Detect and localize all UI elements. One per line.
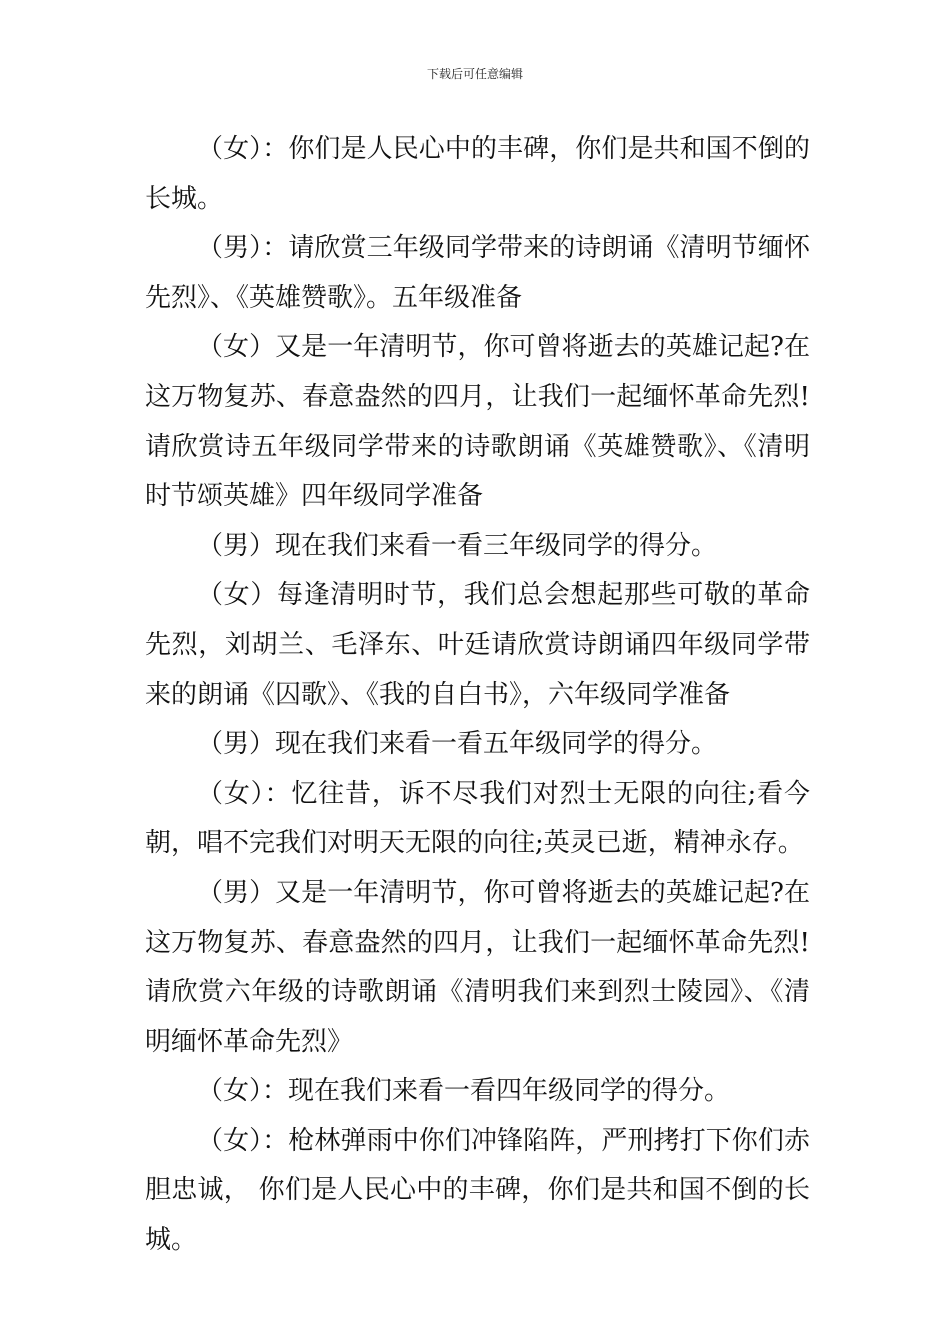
paragraph: （女）：你们是人民心中的丰碑，你们是共和国不倒的长城。 bbox=[145, 134, 810, 214]
paragraph: （女）：现在我们来看一看四年级同学的得分。 bbox=[197, 1076, 731, 1107]
paragraph: （女）：枪林弹雨中你们冲锋陷阵，严刑拷打下你们赤胆忠诚， 你们是人民心中的丰碑，你们是共和国不倒的长城。 bbox=[145, 1125, 810, 1256]
paragraph: （女）又是一年清明节，你可曾将逝去的英雄记起?在这万物复苏、春意盎然的四月，让我们一起缅怀革命先烈!请欣赏诗五年级同学带来的诗歌朗诵《英雄赞歌》、《清明时节颂英雄》四年级同学准备 bbox=[145, 332, 810, 512]
page-header-note: 下载后可任意编辑 bbox=[426, 67, 523, 81]
paragraph: （男）：请欣赏三年级同学带来的诗朗诵《清明节缅怀先烈》、《英雄赞歌》。五年级准备 bbox=[145, 233, 810, 313]
paragraph: （女）：忆往昔，诉不尽我们对烈士无限的向往;看今朝，唱不完我们对明天无限的向往;英灵已逝，精神永存。 bbox=[145, 778, 810, 859]
paragraph: （男）现在我们来看一看五年级同学的得分。 bbox=[197, 729, 718, 760]
document-body bbox=[145, 125, 810, 1266]
paragraph: （男）现在我们来看一看三年级同学的得分。 bbox=[197, 530, 718, 561]
paragraph: （女）每逢清明时节，我们总会想起那些可敬的革命先烈，刘胡兰、毛泽东、叶廷请欣赏诗朗诵四年级同学带来的朗诵《囚歌》、《我的自白书》，六年级同学准备 bbox=[145, 580, 810, 710]
paragraph: （男）又是一年清明节，你可曾将逝去的英雄记起?在这万物复苏、春意盎然的四月，让我们一起缅怀革命先烈!请欣赏六年级的诗歌朗诵《清明我们来到烈士陵园》、《清明缅怀革命先烈》 bbox=[145, 877, 810, 1057]
